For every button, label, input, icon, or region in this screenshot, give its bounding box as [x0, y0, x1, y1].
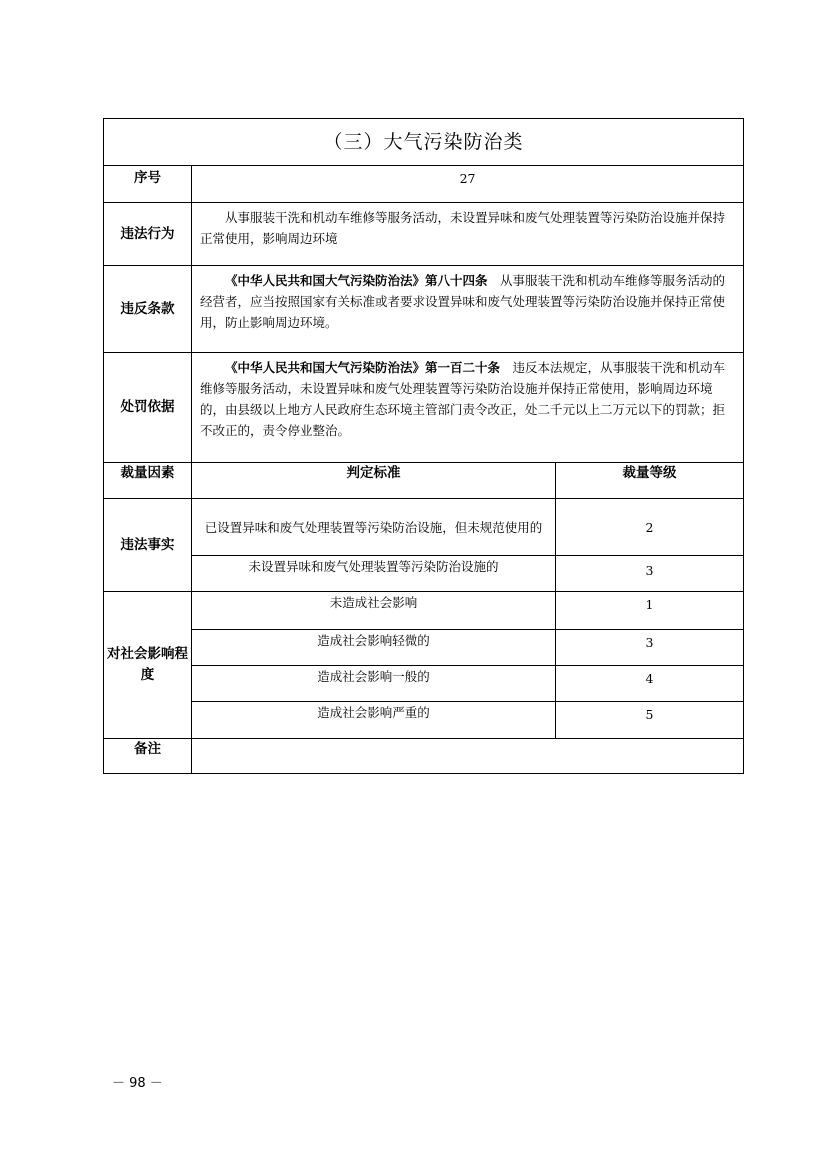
discretion-table: [103, 118, 744, 774]
basis-body: 违反本法规定，从事服装干洗和机动车维修等服务活动，未设置异味和废气处理装置等污染防治设施并保持正常使用，影响周边环境的，由县级以上地方人民政府生态环境主管部门责令改正，处二千元以上二万元以下的罚款；拒不改正的，责令停业整治。: [200, 360, 726, 438]
page-number: － 98 －: [112, 1076, 163, 1091]
behavior-text: 从事服装干洗和机动车维修等服务活动，未设置异味和废气处理装置等污染防治设施并保持正常使用，影响周边环境: [192, 203, 744, 266]
basis-law: 《中华人民共和国大气污染防治法》第一百二十条: [225, 360, 501, 375]
note-value: [192, 739, 744, 774]
fact-level: 3: [556, 556, 744, 592]
criterion-header: 判定标准: [192, 463, 556, 499]
table-title: （三）大气污染防治类: [104, 119, 744, 166]
social-level: 3: [556, 630, 744, 666]
fact-label: 违法事实: [104, 499, 192, 592]
social-label: 对社会影响程度: [104, 592, 192, 739]
clause-law: 《中华人民共和国大气污染防治法》第八十四条: [225, 273, 488, 288]
social-criterion: 造成社会影响一般的: [192, 666, 556, 702]
basis-label: 处罚依据: [104, 353, 192, 463]
clause-body: 从事服装干洗和机动车维修等服务活动的经营者，应当按照国家有关标准或者要求设置异味和废气处理装置等污染防治设施并保持正常使用，防止影响周边环境。: [200, 273, 726, 330]
clause-text: [192, 266, 744, 353]
fact-level: 2: [556, 499, 744, 556]
social-level: 4: [556, 666, 744, 702]
note-label: 备注: [104, 739, 192, 774]
seq-label: 序号: [104, 166, 192, 203]
social-criterion: 造成社会影响轻微的: [192, 630, 556, 666]
clause-label: 违反条款: [104, 266, 192, 353]
social-criterion: 未造成社会影响: [192, 592, 556, 630]
level-header: 裁量等级: [556, 463, 744, 499]
social-level: 5: [556, 702, 744, 739]
factor-header: 裁量因素: [104, 463, 192, 499]
behavior-label: 违法行为: [104, 203, 192, 266]
social-criterion: 造成社会影响严重的: [192, 702, 556, 739]
fact-criterion: 已设置异味和废气处理装置等污染防治设施，但未规范使用的: [192, 499, 556, 556]
social-level: 1: [556, 592, 744, 630]
seq-value: 27: [192, 166, 744, 203]
fact-criterion: 未设置异味和废气处理装置等污染防治设施的: [192, 556, 556, 592]
basis-text: [192, 353, 744, 463]
